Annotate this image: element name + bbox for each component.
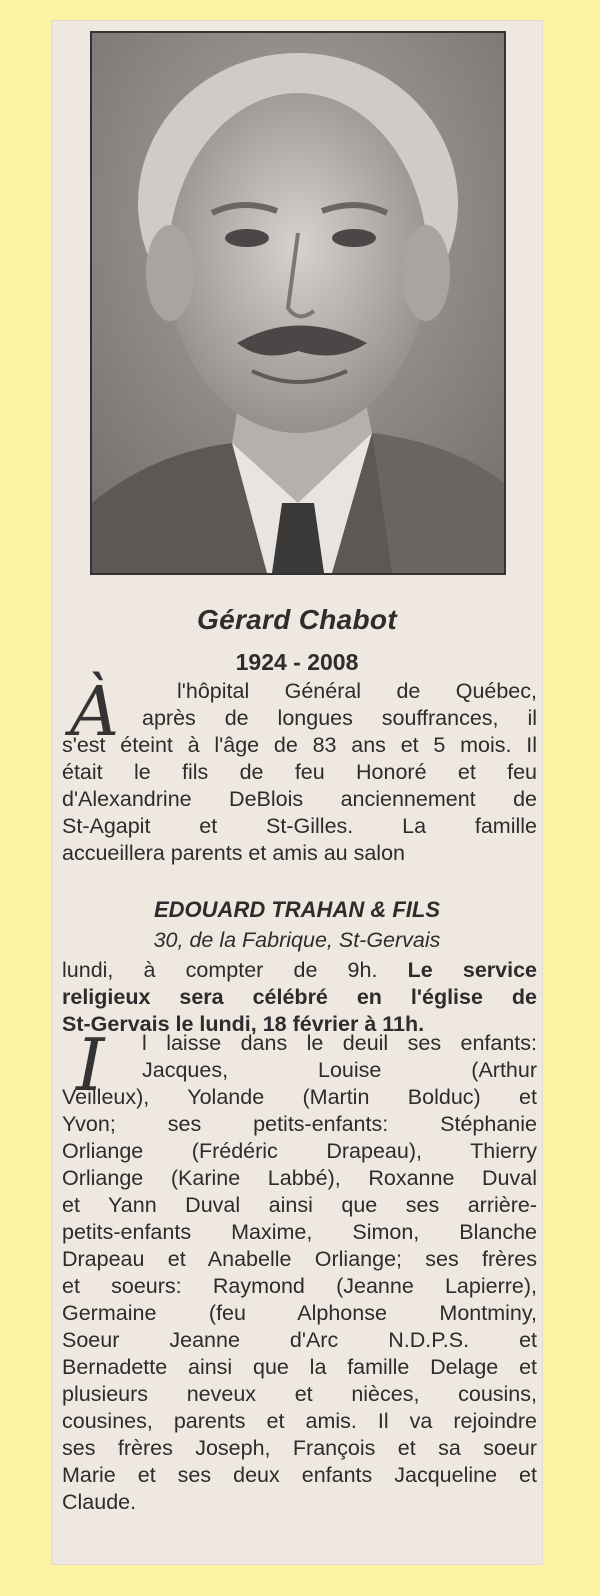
funeral-home-address: 30, de la Fabrique, St-Gervais xyxy=(153,928,441,952)
text-line: était le fils de feu Honoré et feu xyxy=(62,760,537,784)
service-heading: Le service xyxy=(407,958,537,982)
dropcap-i: I xyxy=(76,1023,105,1107)
service-line xyxy=(62,957,537,984)
text-line: après de longues souffrances, il xyxy=(142,706,537,730)
obituary-clipping xyxy=(52,21,542,1564)
portrait-photo xyxy=(90,31,506,575)
life-dates: 1924 - 2008 xyxy=(235,649,359,675)
paragraph-survivors xyxy=(62,1030,537,1516)
text-line: s'est éteint à l'âge de 83 ans et 5 mois. Il xyxy=(62,733,537,757)
text-line: Claude. xyxy=(62,1490,137,1514)
text-line: petits-enfants Maxime, Simon, Blanche xyxy=(62,1220,537,1244)
service-time: lundi, à compter de 9h. xyxy=(62,958,378,982)
portrait-illustration xyxy=(92,33,504,573)
text-line: et Yann Duval ainsi que ses arrière- xyxy=(62,1193,537,1217)
text-line: Jacques, Louise (Arthur xyxy=(142,1058,537,1082)
funeral-home: EDOUARD TRAHAN & FILS xyxy=(154,897,440,922)
dropcap-a: À xyxy=(70,673,120,752)
text-line: d'Alexandrine DeBlois anciennement de xyxy=(62,787,537,811)
text-line: cousines, parents et amis. Il va rejoindre xyxy=(62,1409,537,1433)
text-line: Veilleux), Yolande (Martin Bolduc) et xyxy=(62,1085,537,1109)
service-line: religieux sera célébré en l'église de xyxy=(62,985,537,1009)
text-line: Marie et ses deux enfants Jacqueline et xyxy=(62,1463,537,1487)
text-line: St-Agapit et St-Gilles. La famille xyxy=(62,814,537,838)
text-line: Yvon; ses petits-enfants: Stéphanie xyxy=(62,1112,537,1136)
text-line: ses frères Joseph, François et sa soeur xyxy=(62,1436,537,1460)
text-line: Orliange (Frédéric Drapeau), Thierry xyxy=(62,1139,537,1163)
service-info xyxy=(62,957,537,1038)
text-line: Drapeau et Anabelle Orliange; ses frères xyxy=(62,1247,537,1271)
paragraph-announcement xyxy=(62,678,537,867)
text-line: Soeur Jeanne d'Arc N.D.P.S. et xyxy=(62,1328,537,1352)
text-line: Germaine (feu Alphonse Montminy, xyxy=(62,1301,537,1325)
text-line: et soeurs: Raymond (Jeanne Lapierre), xyxy=(62,1274,537,1298)
text-line: plusieurs neveux et nièces, cousins, xyxy=(62,1382,537,1406)
text-line: l laisse dans le deuil ses enfants: xyxy=(142,1031,537,1055)
text-line: Orliange (Karine Labbé), Roxanne Duval xyxy=(62,1166,537,1190)
service-line: St-Gervais le lundi, 18 février à 11h. xyxy=(62,1012,425,1036)
text-line: l'hôpital Général de Québec, xyxy=(177,679,537,703)
text-line: Bernadette ainsi que la famille Delage et xyxy=(62,1355,537,1379)
deceased-name: Gérard Chabot xyxy=(197,604,397,635)
text-line: accueillera parents et amis au salon xyxy=(62,841,405,865)
